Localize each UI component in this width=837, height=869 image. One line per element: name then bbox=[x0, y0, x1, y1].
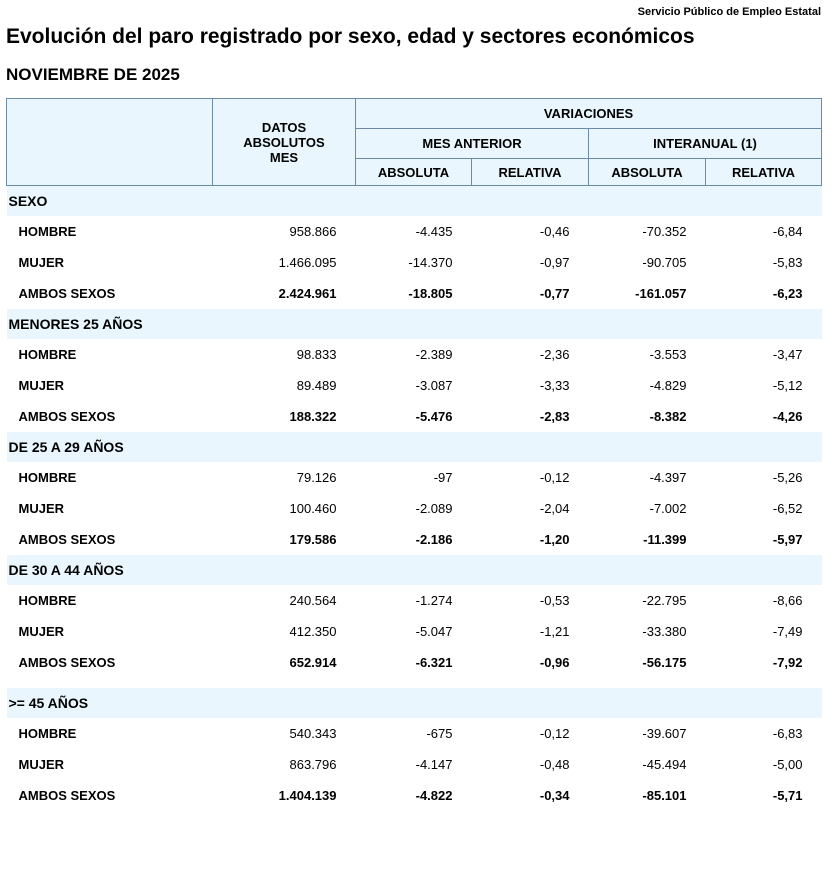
mes-anterior-relativa-cell: -0,12 bbox=[539, 726, 570, 741]
source-label: Servicio Público de Empleo Estatal bbox=[637, 6, 821, 18]
datos-absolutos-cell: 89.489 bbox=[296, 378, 337, 393]
section-row bbox=[7, 186, 822, 217]
datos-absolutos-cell: 188.322 bbox=[289, 409, 337, 424]
interanual-absoluta-cell: -7.002 bbox=[649, 501, 687, 516]
datos-absolutos-cell: 412.350 bbox=[289, 624, 337, 639]
section-title: DE 30 A 44 AÑOS bbox=[7, 555, 822, 585]
datos-absolutos-cell: 100.460 bbox=[289, 501, 337, 516]
interanual-relativa-cell: -8,66 bbox=[772, 593, 803, 608]
mes-anterior-relativa-cell: -2,36 bbox=[539, 347, 570, 362]
table-row bbox=[7, 749, 822, 780]
row-label: HOMBRE bbox=[18, 726, 77, 741]
table-total-row bbox=[7, 278, 822, 309]
mes-anterior-absoluta-cell: -14.370 bbox=[408, 255, 453, 270]
row-label: HOMBRE bbox=[18, 224, 77, 239]
header-absoluta-interanual: ABSOLUTA bbox=[589, 159, 706, 186]
row-label: HOMBRE bbox=[18, 470, 77, 485]
header-variaciones: VARIACIONES bbox=[356, 99, 822, 129]
interanual-relativa-cell: -5,12 bbox=[772, 378, 803, 393]
mes-anterior-absoluta-cell: -6.321 bbox=[415, 655, 453, 670]
interanual-relativa-cell: -5,97 bbox=[772, 532, 803, 547]
header-datos-absolutos bbox=[213, 99, 356, 186]
header-interanual: INTERANUAL (1) bbox=[589, 129, 822, 159]
mes-anterior-absoluta-cell: -3.087 bbox=[415, 378, 453, 393]
interanual-relativa-cell: -5,83 bbox=[772, 255, 803, 270]
interanual-absoluta-cell: -70.352 bbox=[642, 224, 687, 239]
table-row bbox=[7, 493, 822, 524]
mes-anterior-relativa-cell: -0,34 bbox=[539, 788, 570, 803]
table-row bbox=[7, 616, 822, 647]
row-label: AMBOS SEXOS bbox=[18, 655, 116, 670]
mes-anterior-relativa-cell: -2,83 bbox=[539, 409, 570, 424]
mes-anterior-relativa-cell: -1,21 bbox=[539, 624, 570, 639]
datos-absolutos-cell: 240.564 bbox=[289, 593, 337, 608]
mes-anterior-relativa-cell: -0,48 bbox=[539, 757, 570, 772]
mes-anterior-absoluta-cell: -97 bbox=[433, 470, 453, 485]
row-label: MUJER bbox=[18, 378, 65, 393]
table-row bbox=[7, 339, 822, 370]
datos-absolutos-cell: 179.586 bbox=[289, 532, 337, 547]
interanual-absoluta-cell: -39.607 bbox=[642, 726, 687, 741]
interanual-absoluta-cell: -45.494 bbox=[642, 757, 687, 772]
interanual-absoluta-cell: -90.705 bbox=[642, 255, 687, 270]
table-row bbox=[7, 718, 822, 749]
mes-anterior-relativa-cell: -2,04 bbox=[539, 501, 570, 516]
interanual-relativa-cell: -6,83 bbox=[772, 726, 803, 741]
spacer-cell bbox=[7, 678, 822, 688]
row-label: AMBOS SEXOS bbox=[18, 532, 116, 547]
mes-anterior-relativa-cell: -0,97 bbox=[539, 255, 570, 270]
mes-anterior-relativa-cell: -0,77 bbox=[539, 286, 570, 301]
header-relativa-interanual: RELATIVA bbox=[706, 159, 822, 186]
datos-absolutos-cell: 1.466.095 bbox=[278, 255, 337, 270]
page-subtitle: NOVIEMBRE DE 2025 bbox=[6, 65, 180, 84]
interanual-relativa-cell: -7,49 bbox=[772, 624, 803, 639]
interanual-absoluta-cell: -22.795 bbox=[642, 593, 687, 608]
section-row bbox=[7, 688, 822, 718]
mes-anterior-absoluta-cell: -18.805 bbox=[408, 286, 453, 301]
section-row bbox=[7, 309, 822, 339]
header-mes-anterior: MES ANTERIOR bbox=[356, 129, 589, 159]
row-label: MUJER bbox=[18, 255, 65, 270]
interanual-absoluta-cell: -161.057 bbox=[635, 286, 687, 301]
mes-anterior-relativa-cell: -0,96 bbox=[539, 655, 570, 670]
row-label: AMBOS SEXOS bbox=[18, 409, 116, 424]
interanual-relativa-cell: -7,92 bbox=[772, 655, 803, 670]
table-total-row bbox=[7, 524, 822, 555]
table-row bbox=[7, 585, 822, 616]
row-label: MUJER bbox=[18, 501, 65, 516]
table-total-row bbox=[7, 647, 822, 678]
row-label: HOMBRE bbox=[18, 593, 77, 608]
mes-anterior-absoluta-cell: -2.186 bbox=[415, 532, 453, 547]
mes-anterior-absoluta-cell: -1.274 bbox=[415, 593, 453, 608]
header-datos-line: ABSOLUTOS bbox=[243, 134, 325, 150]
section-row bbox=[7, 432, 822, 462]
table-row bbox=[7, 247, 822, 278]
datos-absolutos-cell: 652.914 bbox=[289, 655, 337, 670]
mes-anterior-relativa-cell: -0,12 bbox=[539, 470, 570, 485]
unemployment-table bbox=[6, 98, 822, 811]
datos-absolutos-cell: 79.126 bbox=[296, 470, 337, 485]
table-total-row bbox=[7, 401, 822, 432]
section-title: >= 45 AÑOS bbox=[7, 688, 822, 718]
interanual-absoluta-cell: -56.175 bbox=[642, 655, 687, 670]
mes-anterior-absoluta-cell: -5.047 bbox=[415, 624, 453, 639]
table-row bbox=[7, 370, 822, 401]
datos-absolutos-cell: 1.404.139 bbox=[278, 788, 337, 803]
interanual-relativa-cell: -5,71 bbox=[772, 788, 803, 803]
row-label: AMBOS SEXOS bbox=[18, 286, 116, 301]
page-title: Evolución del paro registrado por sexo, edad y sectores económicos bbox=[6, 25, 695, 48]
interanual-absoluta-cell: -3.553 bbox=[649, 347, 687, 362]
mes-anterior-relativa-cell: -0,53 bbox=[539, 593, 570, 608]
table-row bbox=[7, 216, 822, 247]
mes-anterior-absoluta-cell: -4.822 bbox=[415, 788, 453, 803]
interanual-relativa-cell: -5,00 bbox=[772, 757, 803, 772]
interanual-absoluta-cell: -33.380 bbox=[642, 624, 687, 639]
interanual-relativa-cell: -6,23 bbox=[772, 286, 803, 301]
mes-anterior-absoluta-cell: -2.389 bbox=[415, 347, 453, 362]
header-datos-line: MES bbox=[269, 149, 299, 165]
table-header bbox=[7, 99, 822, 186]
row-label: AMBOS SEXOS bbox=[18, 788, 116, 803]
section-row bbox=[7, 555, 822, 585]
datos-absolutos-cell: 958.866 bbox=[289, 224, 337, 239]
datos-absolutos-cell: 863.796 bbox=[289, 757, 337, 772]
row-label: HOMBRE bbox=[18, 347, 77, 362]
interanual-relativa-cell: -4,26 bbox=[772, 409, 803, 424]
mes-anterior-absoluta-cell: -4.147 bbox=[415, 757, 453, 772]
mes-anterior-absoluta-cell: -675 bbox=[426, 726, 453, 741]
interanual-relativa-cell: -6,84 bbox=[772, 224, 803, 239]
spacer-row bbox=[7, 678, 822, 688]
table-row bbox=[7, 462, 822, 493]
interanual-relativa-cell: -5,26 bbox=[772, 470, 803, 485]
interanual-absoluta-cell: -4.397 bbox=[649, 470, 687, 485]
datos-absolutos-cell: 540.343 bbox=[289, 726, 337, 741]
mes-anterior-absoluta-cell: -4.435 bbox=[415, 224, 453, 239]
table-total-row bbox=[7, 780, 822, 811]
row-label: MUJER bbox=[18, 624, 65, 639]
mes-anterior-absoluta-cell: -2.089 bbox=[415, 501, 453, 516]
header-empty-cell bbox=[7, 99, 213, 186]
section-title: DE 25 A 29 AÑOS bbox=[7, 432, 822, 462]
header-absoluta-mes: ABSOLUTA bbox=[356, 159, 472, 186]
datos-absolutos-cell: 2.424.961 bbox=[278, 286, 337, 301]
mes-anterior-relativa-cell: -0,46 bbox=[539, 224, 570, 239]
interanual-absoluta-cell: -11.399 bbox=[643, 532, 687, 547]
datos-absolutos-cell: 98.833 bbox=[296, 347, 337, 362]
header-relativa-mes: RELATIVA bbox=[472, 159, 589, 186]
header-datos-line: DATOS bbox=[261, 119, 307, 135]
interanual-absoluta-cell: -4.829 bbox=[649, 378, 687, 393]
interanual-relativa-cell: -6,52 bbox=[772, 501, 803, 516]
mes-anterior-relativa-cell: -3,33 bbox=[539, 378, 570, 393]
table-body bbox=[7, 186, 822, 812]
interanual-absoluta-cell: -8.382 bbox=[649, 409, 687, 424]
mes-anterior-relativa-cell: -1,20 bbox=[539, 532, 570, 547]
row-label: MUJER bbox=[18, 757, 65, 772]
section-title: MENORES 25 AÑOS bbox=[7, 309, 822, 339]
section-title: SEXO bbox=[7, 186, 822, 217]
mes-anterior-absoluta-cell: -5.476 bbox=[415, 409, 453, 424]
interanual-relativa-cell: -3,47 bbox=[772, 347, 803, 362]
interanual-absoluta-cell: -85.101 bbox=[642, 788, 687, 803]
